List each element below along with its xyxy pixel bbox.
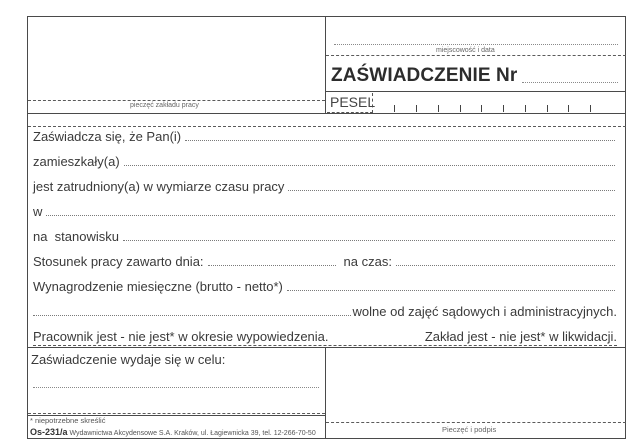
address-row: [33, 154, 617, 169]
pesel-tick: [503, 105, 504, 112]
pesel-tick: [547, 105, 548, 112]
contract-period-field[interactable]: [396, 264, 615, 266]
salary-continuation-field[interactable]: [33, 314, 351, 316]
contract-date-label: Stosunek pracy zawarto dnia:: [33, 254, 204, 269]
pesel-tick: [525, 105, 526, 112]
working-time-label: jest zatrudniony(a) w wymiarze czasu pracy: [33, 179, 285, 194]
header-divider: [325, 16, 326, 113]
purpose-field[interactable]: [33, 387, 319, 388]
deductions-label: wolne od zajęć sądowych i administracyjnych.: [352, 304, 617, 319]
employer-stamp-area[interactable]: [28, 17, 324, 99]
pesel-tick: [394, 105, 395, 112]
salary-continuation-row: [33, 304, 617, 319]
pesel-input[interactable]: [374, 93, 624, 112]
pesel-tick: [481, 105, 482, 112]
address-field[interactable]: [124, 164, 615, 166]
place-date-dashed-line: [326, 55, 626, 56]
pesel-tick: [460, 105, 461, 112]
publisher-line: [30, 427, 316, 437]
body-top-dashed-line: [28, 126, 626, 127]
place-date-field[interactable]: [334, 44, 618, 45]
working-time-field[interactable]: [288, 189, 615, 191]
position-field[interactable]: [123, 239, 615, 241]
employer-label: w: [33, 204, 43, 219]
purpose-bottom-dashed: [28, 413, 325, 414]
stamp-dashed-line: [28, 100, 325, 101]
employee-name-field[interactable]: [185, 139, 615, 141]
footnote: * niepotrzebne skreślić: [30, 416, 106, 425]
certificate-number-field[interactable]: [522, 82, 618, 83]
title-bottom-line: [326, 91, 626, 92]
certificate-title: ZAŚWIADCZENIE Nr: [331, 65, 518, 86]
signature-caption: Pieczęć i podpis: [442, 425, 497, 434]
employee-name-row: [33, 129, 617, 144]
position-row: [33, 229, 617, 244]
contract-period-label: na czas:: [343, 254, 392, 269]
form-code: Os-231/a: [30, 427, 68, 437]
notice-period-statement: Pracownik jest - nie jest* w okresie wypowiedzenia.: [33, 329, 329, 344]
position-label: na stanowisku: [33, 229, 119, 244]
address-label: zamieszkały(a): [33, 154, 120, 169]
employer-row: [33, 204, 617, 219]
signature-dashed-line: [326, 422, 626, 423]
pesel-tick: [590, 105, 591, 112]
liquidation-statement: Zakład jest - nie jest* w likwidacji.: [424, 329, 617, 344]
contract-row: [33, 254, 617, 269]
pesel-tick: [568, 105, 569, 112]
stamp-caption: pieczęć zakładu pracy: [130, 102, 199, 109]
signature-area[interactable]: [327, 349, 625, 419]
body-bottom-line: [28, 347, 626, 348]
pesel-label: PESEL: [330, 94, 376, 110]
contract-date-field[interactable]: [208, 264, 336, 266]
pesel-tick: [438, 105, 439, 112]
salary-label: Wynagrodzenie miesięczne (brutto - netto*): [33, 279, 283, 294]
pesel-tick: [416, 105, 417, 112]
termination-row: [33, 329, 617, 346]
working-time-row: [33, 179, 617, 194]
salary-field[interactable]: [287, 289, 615, 291]
bottom-divider: [325, 347, 326, 439]
purpose-label: Zaświadczenie wydaje się w celu:: [31, 352, 226, 367]
employer-field[interactable]: [46, 214, 615, 216]
publisher-info: Wydawnictwa Akcydensowe S.A. Kraków, ul. Łagiewnicka 39, tel. 12-266-70-50: [69, 430, 316, 437]
employee-name-label: Zaświadcza się, że Pan(i): [33, 129, 182, 144]
salary-row: [33, 279, 617, 294]
header-bottom-line: [28, 113, 626, 114]
place-date-caption: miejscowość i data: [436, 47, 495, 54]
